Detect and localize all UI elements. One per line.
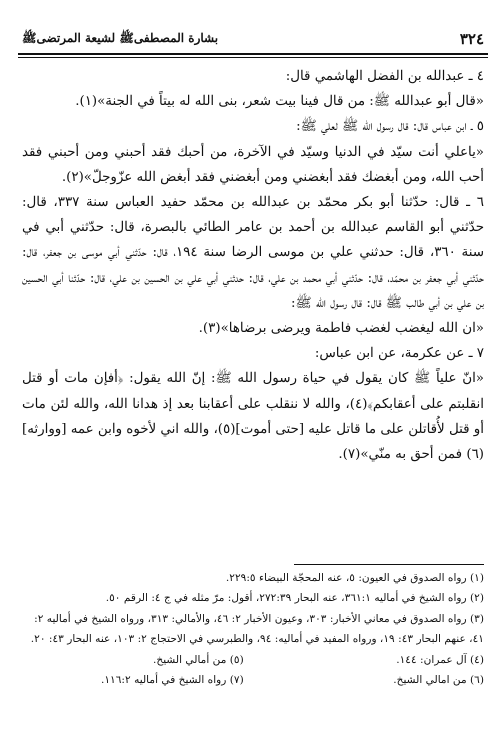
footnote: (٧) رواه الشيخ في أماليه ١١٦:٢. xyxy=(100,674,244,687)
header-rule-thin xyxy=(18,57,488,58)
footnote: (٤) آل عمران: ١٤٤. xyxy=(396,653,484,666)
footnote: (٦) من امالي الشيخ. xyxy=(393,674,484,687)
paragraph: «انّ علياً ﷺ كان يقول في حياة رسول الله ﷺ: إنّ الله يقول: ﴿أفإن مات أو قتل انقلبتم على أعقابكم﴾(٤)، والله لا ننقلب على أعقابنا بعد إذ هدانا الله، والله لئن مات أو قتل لأُقاتلن على ما قاتل عليه [حتى أموت](٥)، والله اني لأخوه وابن عمه [ووارثه](٦) فمن أحق به منّي»(٧). xyxy=(22,371,484,463)
footnotes xyxy=(22,568,484,690)
paragraph: «ان الله ليغضب لغضب فاطمة ويرضى برضاها»(٣). xyxy=(198,321,484,337)
paragraph: ٦ ـ قال: حدّثنا أبو بكر محمّد بن عبدالله بن محمّد حفيد العباس سنة ٣٣٧، قال: حدّثني أبو القاسم عبدالله بن أحمد بن عامر الطائي بالبصرة، قال: حدّثني أبي في سنة ٣٦٠، قال: حدثني علي بن موسى الرضا سنة ١٩٤، قال: حدّثني أبي موسى بن جعفر، قال: حدّثني أبي جعفر بن محمّد، قال: حدّثني أبي محمد بن علي، قال: حدثني أبي علي بن الحسين بن علي، قال: حدّثنا أبي الحسين بن علي بن أبي طالب ﷺ قال: قال رسول الله ﷺ: xyxy=(22,195,484,311)
paragraph: «ياعلي أنت سيّد في الدنيا وسيّد في الآخرة، من أحبك فقد أحبني ومن أحبني فقد أحب الله، ومن أبغضك فقد أبغضني ومن أبغضني فقد أبغض الله عزّوجلّ»(٢). xyxy=(22,144,484,185)
header-rule xyxy=(18,53,488,55)
footnote-rule xyxy=(294,564,484,565)
paragraph: «قال أبو عبدالله ﷺ: من قال فينا بيت شعر، بنى الله له بيتاً في الجنة»(١). xyxy=(75,94,484,110)
page-header xyxy=(18,28,488,50)
footnote: (٥) من أمالي الشيخ. xyxy=(153,653,244,666)
paragraph: ٧ ـ عن عكرمة، عن ابن عباس: xyxy=(314,346,484,362)
footnote: (١) رواه الصدوق في العيون: ٥، عنه المحجّة البيضاء ٢٢٩:٥. xyxy=(225,572,484,584)
page-number: ٣٢٤ xyxy=(459,30,484,48)
footnote-row xyxy=(22,670,484,690)
body-text xyxy=(22,64,484,467)
footnote: (٢) رواه الشيخ في أماليه ٣٦١:١، عنه البحار ٢٧٢:٣٩، أقول: مرّ مثله في ج ٤: الرقم ٥٠. xyxy=(105,592,484,605)
footnote: (٣) رواه الصدوق في معاني الأخبار: ٣٠٣، وعيون الأخبار ٢: ٤٦، والأمالي: ٣١٣، ورواه الشيخ في أماليه ٢: ٤١، عنهم البحار ٤٣: ١٩، ورواه المفيد في أماليه: ٩٤، والطبرسي في الاحتجاج ٢: ١٠٣، عنه البحار ٤٣: ٢٠. xyxy=(30,612,484,646)
running-title: بشارة المصطفىﷺ لشيعة المرتضىﷺ xyxy=(22,30,219,45)
paragraph: ٥ ـ ابن عباس قال: قال رسول الله ﷺ لعلي ﷺ: xyxy=(296,119,484,135)
paragraph: ٤ ـ عبدالله بن الفضل الهاشمي قال: xyxy=(285,69,484,84)
footnote-row xyxy=(22,650,484,670)
